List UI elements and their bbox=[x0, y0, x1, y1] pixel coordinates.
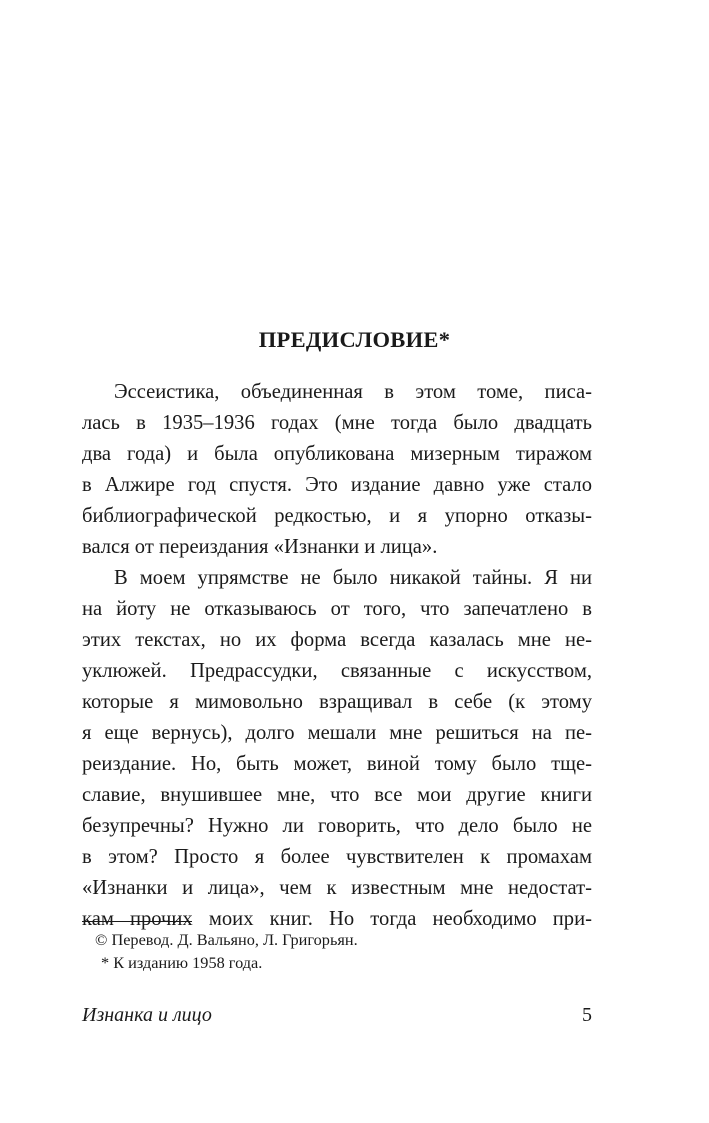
running-title: Изнанка и лицо bbox=[82, 1004, 212, 1026]
text-line: славие, внушившее мне, что все мои другие книги bbox=[82, 784, 592, 806]
text-line: я еще вернусь), долго мешали мне решиться на пе- bbox=[82, 722, 592, 744]
text-line: безупречны? Нужно ли говорить, что дело было не bbox=[82, 815, 592, 837]
text-line: в Алжире год спустя. Это издание давно уже стало bbox=[82, 474, 592, 496]
text-line: вался от переиздания «Изнанки и лица». bbox=[82, 536, 438, 558]
text-line: Эссеистика, объединенная в этом томе, писа- bbox=[114, 381, 592, 403]
footnote-edition: * К изданию 1958 года. bbox=[101, 953, 263, 972]
page-number: 5 bbox=[582, 1004, 592, 1026]
text-line: библиографической редкостью, и я упорно отказы- bbox=[82, 505, 592, 527]
text-line: кам прочих моих книг. Но тогда необходимо при- bbox=[82, 908, 592, 930]
text-line: в этом? Просто я более чувствителен к промахам bbox=[82, 846, 592, 868]
text-line: «Изнанки и лица», чем к известным мне недостат- bbox=[82, 877, 592, 899]
text-line: которые я мимовольно взращивал в себе (к этому bbox=[82, 691, 592, 713]
footnote-copyright: © Перевод. Д. Вальяно, Л. Григорьян. bbox=[95, 930, 358, 949]
text-line: этих текстах, но их форма всегда казалась мне не- bbox=[82, 629, 592, 651]
text-line: на йоту не отказываюсь от того, что запечатлено в bbox=[82, 598, 592, 620]
text-line: В моем упрямстве не было никакой тайны. Я ни bbox=[114, 567, 592, 589]
text-line: два года) и была опубликована мизерным тиражом bbox=[82, 443, 592, 465]
text-line: уклюжей. Предрассудки, связанные с искусством, bbox=[82, 660, 592, 682]
text-line: реиздание. Но, быть может, виной тому было тще- bbox=[82, 753, 592, 775]
text-line: лась в 1935–1936 годах (мне тогда было двадцать bbox=[82, 412, 592, 434]
footnote-divider bbox=[82, 921, 192, 922]
chapter-heading: ПРЕДИСЛОВИЕ* bbox=[258, 327, 451, 352]
